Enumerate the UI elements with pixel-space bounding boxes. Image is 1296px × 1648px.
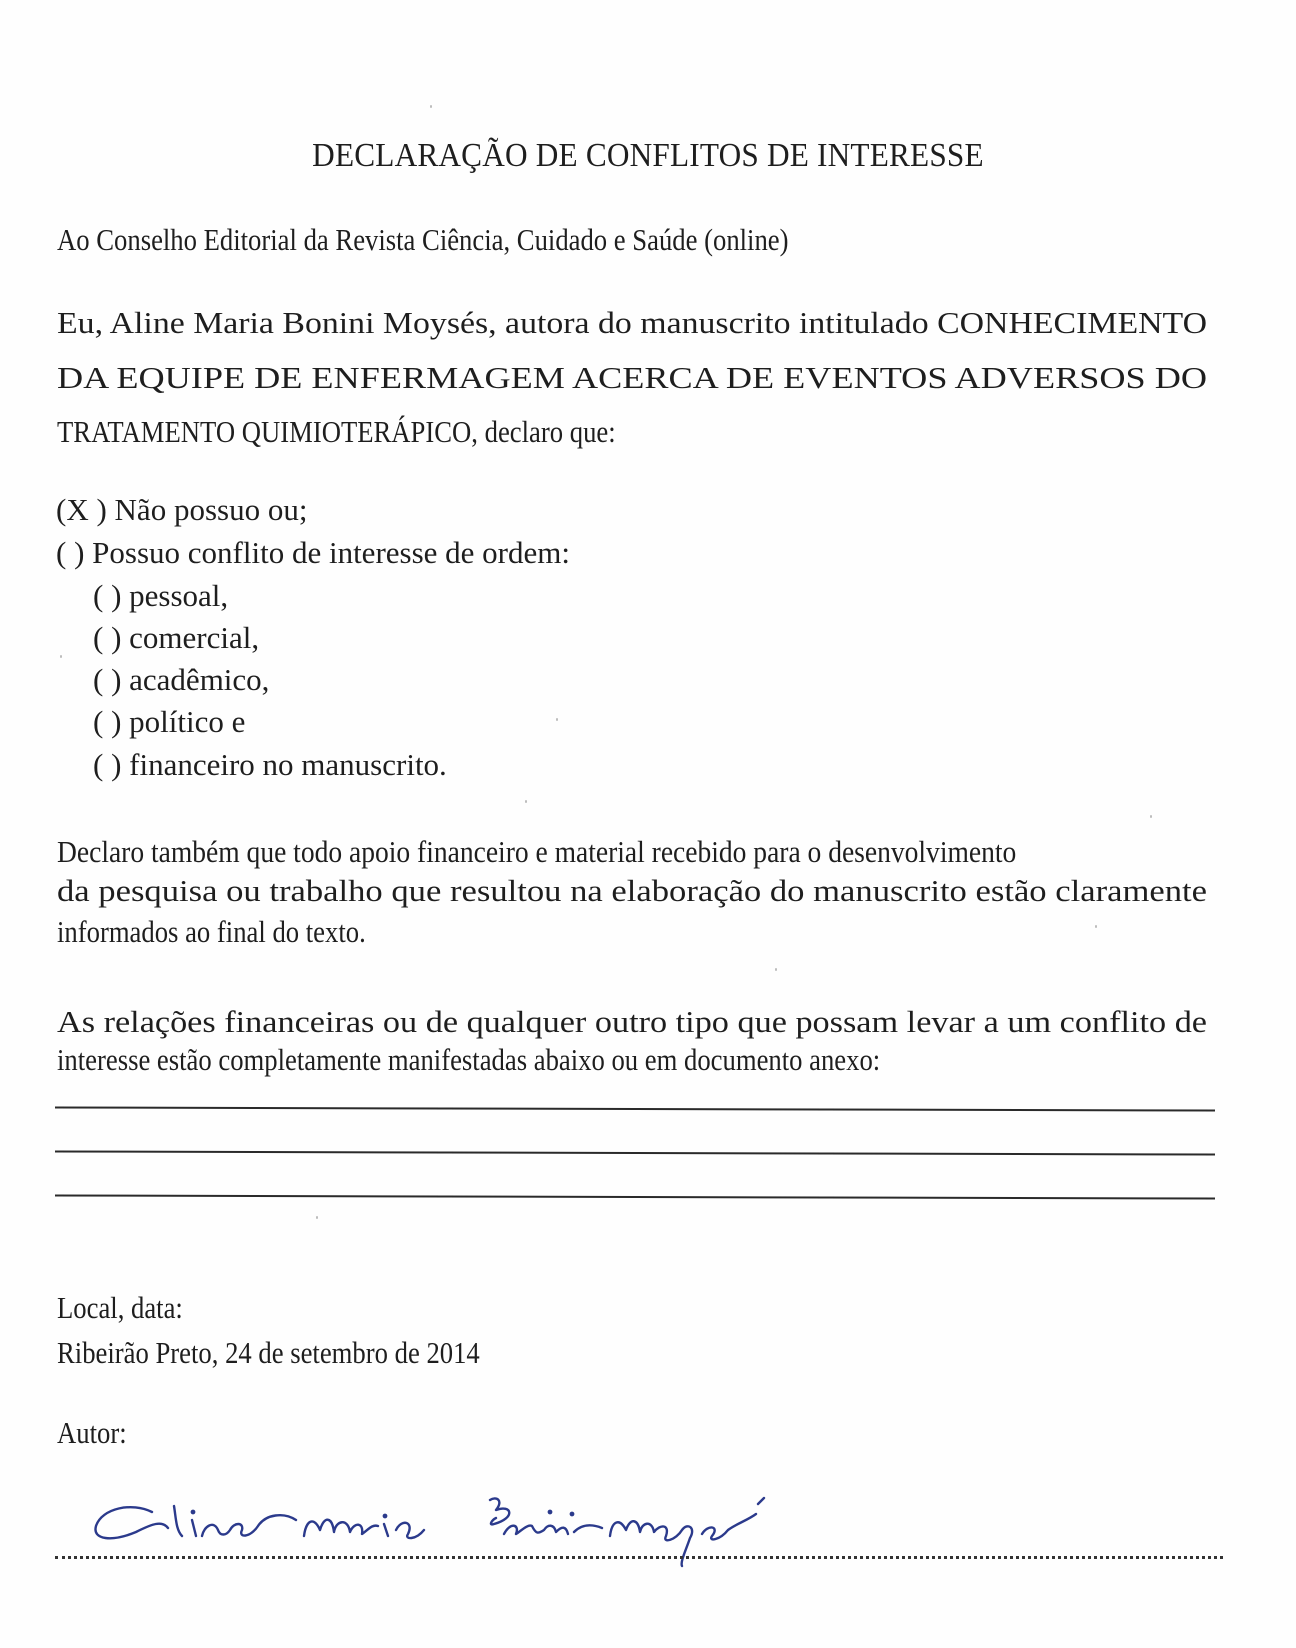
sub-option-financeiro[interactable]	[93, 747, 447, 783]
checkbox-mark[interactable]: ( )	[93, 620, 122, 655]
author-label: Autor:	[57, 1415, 127, 1450]
intro-line-1-text: Eu, Aline Maria Bonini Moysés, autora do manuscrito intitulado CONHECIMENTO	[57, 305, 1208, 340]
option-no-conflict[interactable]	[56, 492, 307, 528]
blank-answer-line-3[interactable]	[55, 1194, 1215, 1199]
declaration-line-2	[57, 873, 1207, 909]
checkbox-mark[interactable]: ( )	[93, 662, 122, 697]
relations-line-1-text: As relações financeiras ou de qualquer outro tipo que possam levar a um conflito de	[57, 1004, 1207, 1039]
blank-answer-line-2[interactable]	[55, 1150, 1215, 1155]
signature-dotted-line[interactable]	[55, 1556, 1223, 1559]
option-label: político e	[129, 704, 246, 739]
checkbox-mark-checked[interactable]: (X )	[56, 492, 107, 527]
addressee: Ao Conselho Editorial da Revista Ciência, Cuidado e Saúde (online)	[57, 222, 789, 257]
place-date-label: Local, data:	[57, 1290, 183, 1325]
checkbox-mark[interactable]: ( )	[56, 535, 85, 570]
sub-option-academico[interactable]	[93, 662, 269, 698]
option-label: Não possuo ou;	[114, 492, 308, 527]
intro-line-2-text: DA EQUIPE DE ENFERMAGEM ACERCA DE EVENTOS ADVERSOS DO	[57, 360, 1207, 395]
option-label: acadêmico,	[129, 662, 270, 697]
checkbox-mark[interactable]: ( )	[93, 704, 122, 739]
declaration-line-3: informados ao final do texto.	[57, 914, 366, 949]
checkbox-mark[interactable]: ( )	[93, 578, 122, 613]
intro-line-1	[57, 305, 1207, 341]
option-label: financeiro no manuscrito.	[129, 747, 447, 782]
option-label: Possuo conflito de interesse de ordem:	[92, 535, 570, 570]
option-label: comercial,	[129, 620, 260, 655]
sub-option-pessoal[interactable]	[93, 578, 228, 614]
sub-option-comercial[interactable]	[93, 620, 259, 656]
blank-answer-line-1[interactable]	[55, 1106, 1215, 1111]
declaration-line-1: Declaro também que todo apoio financeiro e material recebido para o desenvolvimento	[57, 834, 1017, 869]
document-title: DECLARAÇÃO DE CONFLITOS DE INTERESSE	[312, 137, 984, 174]
sub-option-politico[interactable]	[93, 704, 245, 740]
place-date-value: Ribeirão Preto, 24 de setembro de 2014	[57, 1335, 480, 1370]
intro-line-2	[57, 360, 1207, 396]
checkbox-mark[interactable]: ( )	[93, 747, 122, 782]
relations-line-2: interesse estão completamente manifestadas abaixo ou em documento anexo:	[57, 1042, 881, 1077]
relations-line-1	[57, 1004, 1207, 1040]
intro-line-3: TRATAMENTO QUIMIOTERÁPICO, declaro que:	[57, 414, 616, 449]
option-label: pessoal,	[129, 578, 229, 613]
option-has-conflict[interactable]	[56, 535, 570, 571]
declaration-line-2-text: da pesquisa ou trabalho que resultou na elaboração do manuscrito estão claramente	[57, 873, 1207, 908]
